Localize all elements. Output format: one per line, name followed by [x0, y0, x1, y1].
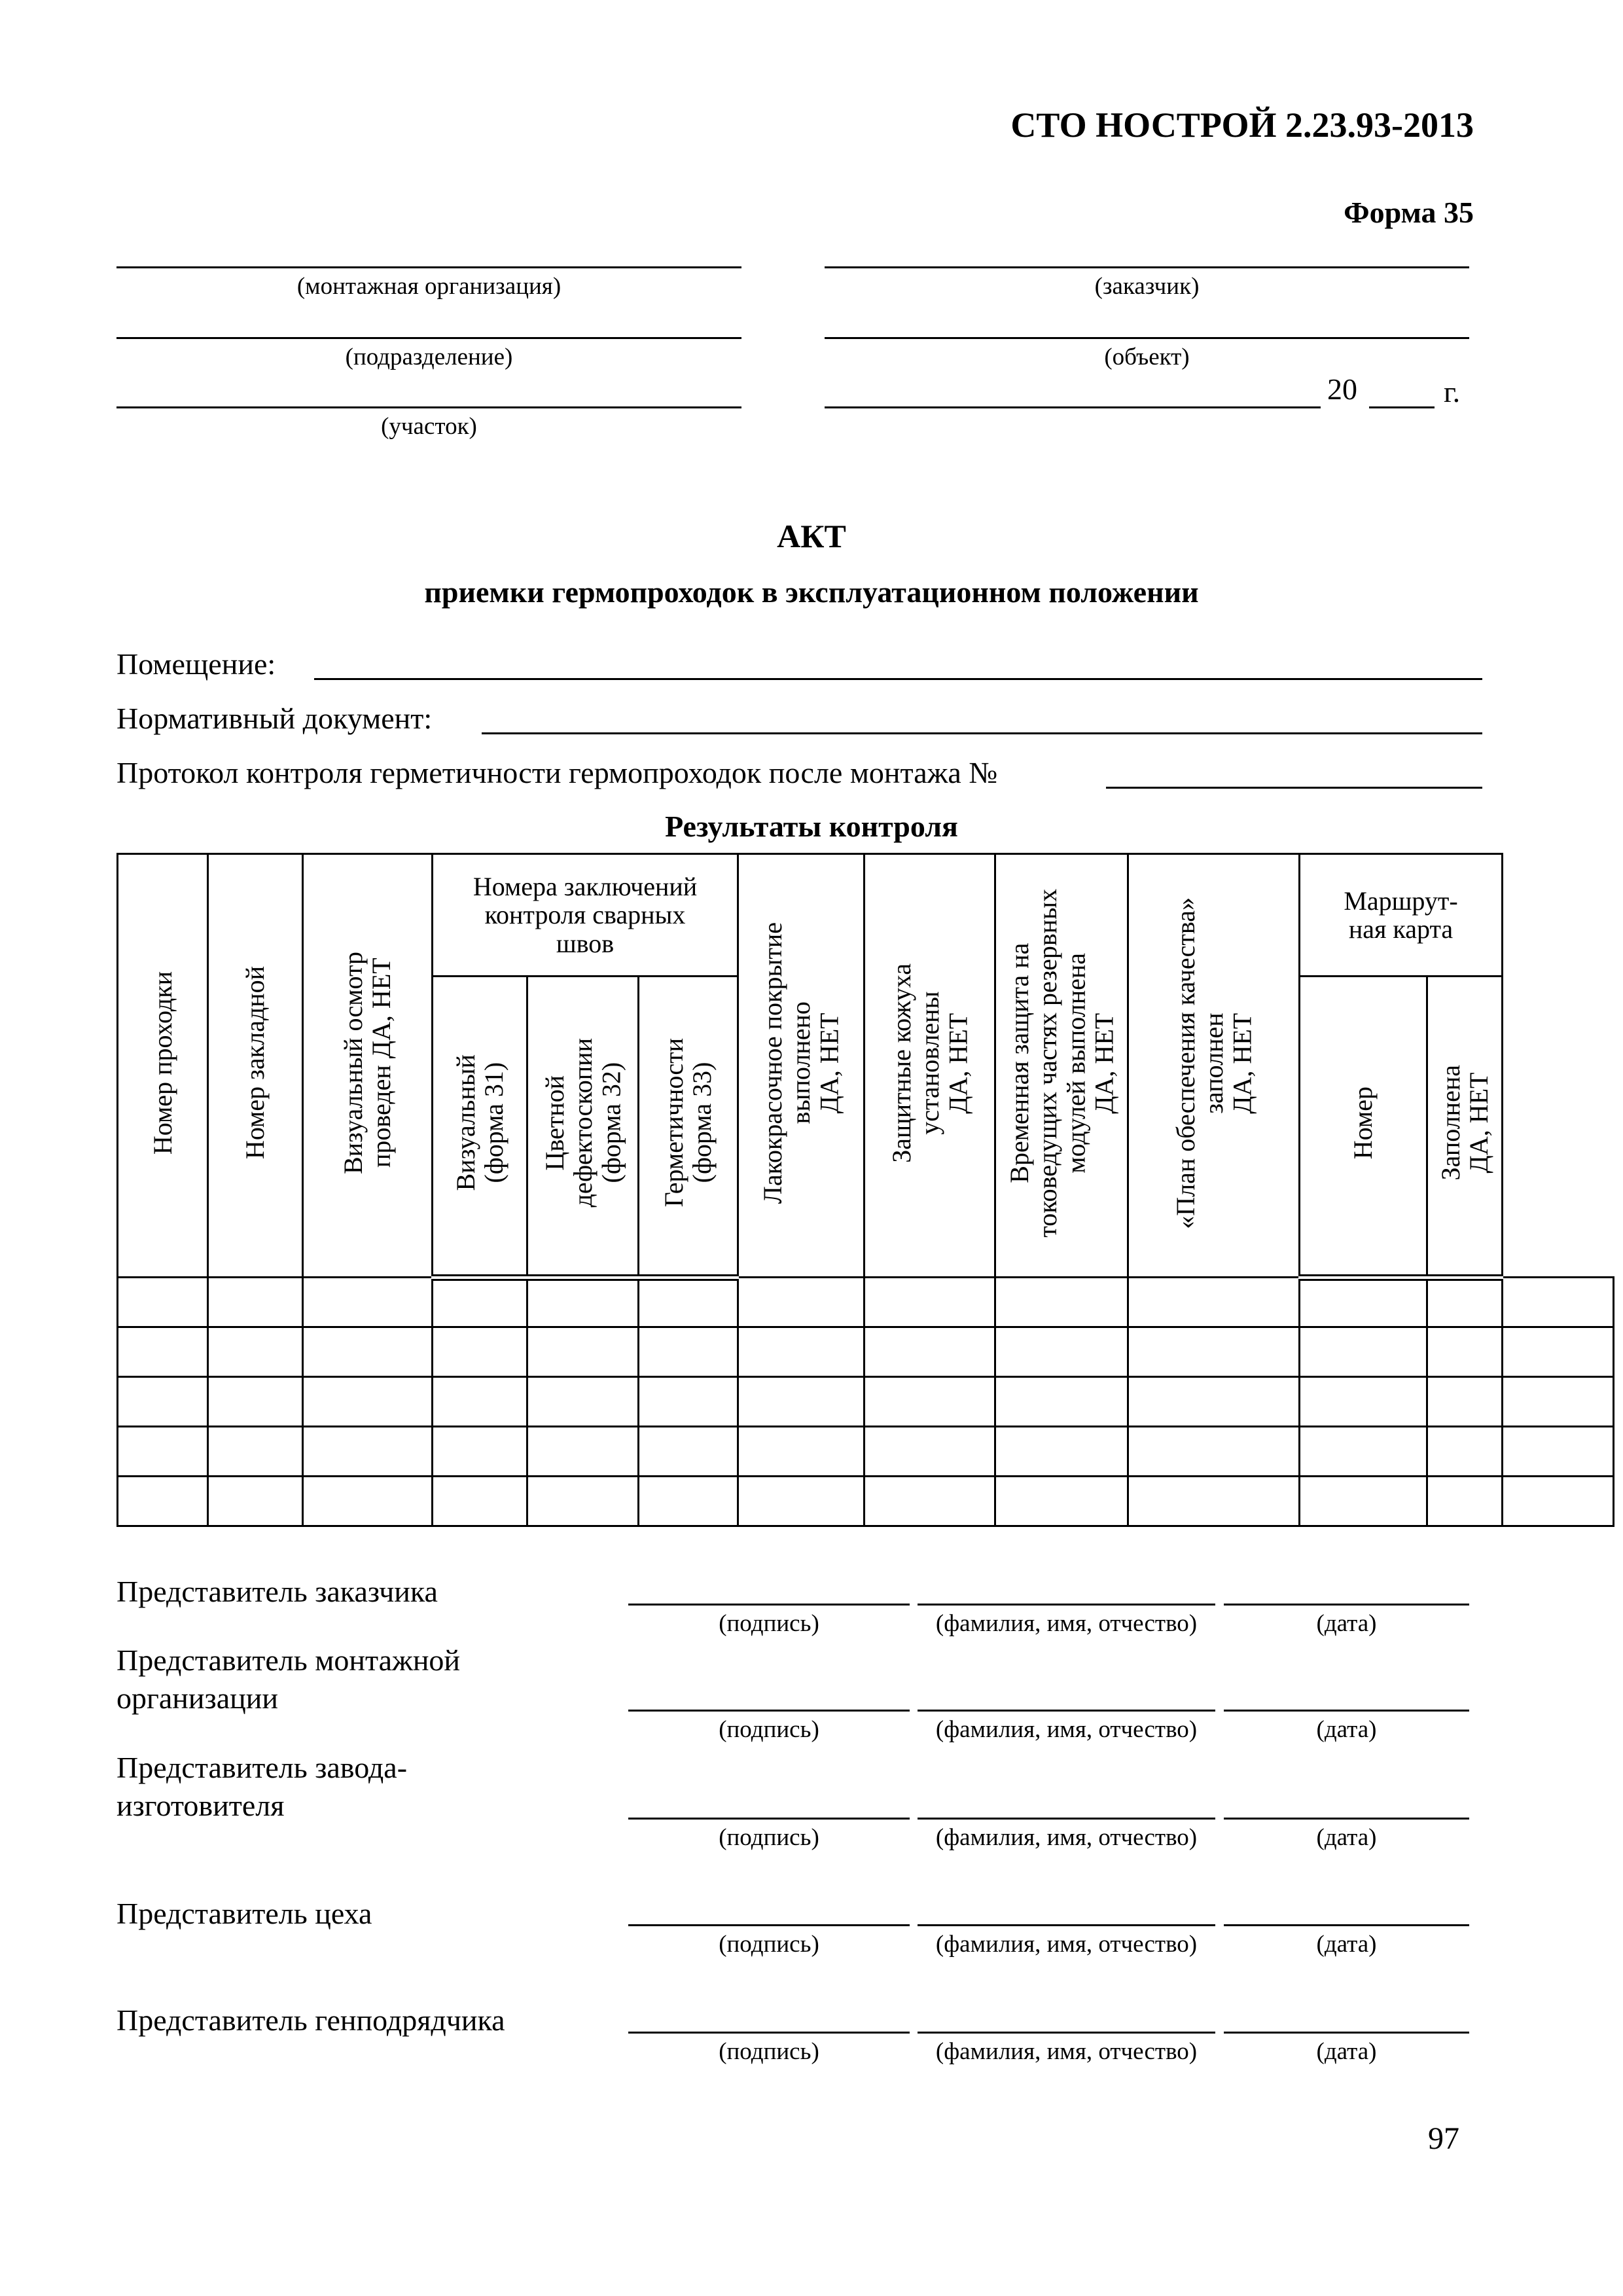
table-cell[interactable]	[995, 1327, 1128, 1377]
table-cell[interactable]	[527, 1477, 639, 1526]
table-cell[interactable]	[1427, 1327, 1503, 1377]
table-cell[interactable]	[527, 1377, 639, 1427]
col-temporary-protection: Временная защита на токоведущих частях резервных модулей выполнена ДА, НЕТ	[995, 854, 1128, 1278]
table-cell[interactable]	[738, 1427, 865, 1477]
table-cell[interactable]	[738, 1327, 865, 1377]
table-cell[interactable]	[1128, 1427, 1300, 1477]
signature-caption: (подпись)	[719, 1716, 819, 1743]
table-cell[interactable]	[1300, 1427, 1427, 1477]
room-line[interactable]	[314, 678, 1482, 680]
table-cell[interactable]	[865, 1278, 995, 1327]
full-name-caption: (фамилия, имя, отчество)	[935, 1716, 1198, 1743]
protocol-label: Протокол контроля герметичности гермопроходок после монтажа №	[116, 756, 998, 789]
results-table	[116, 853, 1614, 1527]
date-century: 20	[1327, 372, 1357, 406]
full-name-line[interactable]	[918, 1924, 1215, 1926]
col-route-filled: Заполнена ДА, НЕТ	[1427, 977, 1503, 1278]
results-title: Результаты контроля	[665, 810, 958, 843]
table-row	[118, 1278, 1614, 1327]
signature-line[interactable]	[628, 1710, 910, 1712]
table-cell[interactable]	[433, 1377, 527, 1427]
table-cell[interactable]	[118, 1477, 208, 1526]
installation-org-line[interactable]	[116, 266, 741, 268]
protocol-number-line[interactable]	[1106, 787, 1482, 789]
table-cell[interactable]	[1300, 1278, 1427, 1327]
normative-document-label: Нормативный документ:	[116, 702, 433, 735]
table-cell[interactable]	[527, 1427, 639, 1477]
table-cell[interactable]	[1128, 1327, 1300, 1377]
form-number: Форма 35	[1344, 196, 1474, 229]
table-cell[interactable]	[118, 1278, 208, 1327]
table-cell[interactable]	[303, 1327, 433, 1377]
section-line[interactable]	[116, 406, 741, 408]
col-route-card: Маршрут- ная карта	[1300, 854, 1503, 977]
col-weld-tightness: Герметичности (форма 33)	[639, 977, 738, 1278]
table-cell[interactable]	[1503, 1327, 1614, 1377]
full-name-line[interactable]	[918, 1818, 1215, 1820]
col-passage-number: Номер проходки	[118, 854, 208, 1278]
table-cell[interactable]	[1300, 1477, 1427, 1526]
table-row	[118, 1427, 1614, 1477]
full-name-line[interactable]	[918, 2032, 1215, 2034]
signature-caption: (подпись)	[719, 2038, 819, 2065]
table-cell[interactable]	[865, 1477, 995, 1526]
col-protective-casings: Защитные кожуха установлены ДА, НЕТ	[865, 854, 995, 1278]
table-cell[interactable]	[1128, 1278, 1300, 1327]
object-caption: (объект)	[1104, 344, 1190, 370]
table-cell[interactable]	[527, 1327, 639, 1377]
table-cell[interactable]	[1503, 1278, 1614, 1327]
table-cell[interactable]	[995, 1427, 1128, 1477]
signature-caption: (подпись)	[719, 1610, 819, 1637]
table-cell[interactable]	[433, 1278, 527, 1327]
col-visual-inspection: Визуальный осмотр проведен ДА, НЕТ	[303, 854, 433, 1278]
table-cell[interactable]	[527, 1278, 639, 1327]
table-cell[interactable]	[1300, 1327, 1427, 1377]
table-cell[interactable]	[639, 1477, 738, 1526]
table-cell[interactable]	[865, 1377, 995, 1427]
col-quality-plan: «План обеспечения качества» заполнен ДА, НЕТ	[1128, 854, 1300, 1278]
full-name-caption: (фамилия, имя, отчество)	[935, 1610, 1198, 1637]
date-line[interactable]	[1224, 1924, 1469, 1926]
col-embed-number: Номер закладной	[208, 854, 303, 1278]
date-line[interactable]	[1224, 1818, 1469, 1820]
table-cell[interactable]	[639, 1278, 738, 1327]
date-line[interactable]	[1224, 1604, 1469, 1605]
table-row	[118, 1477, 1614, 1526]
representative-label: Представитель цеха	[116, 1897, 372, 1930]
date-line[interactable]	[1224, 2032, 1469, 2034]
date-caption: (дата)	[1316, 1610, 1377, 1637]
table-cell[interactable]	[208, 1477, 303, 1526]
table-cell[interactable]	[433, 1427, 527, 1477]
table-row	[118, 1377, 1614, 1427]
full-name-caption: (фамилия, имя, отчество)	[935, 2038, 1198, 2065]
normative-document-line[interactable]	[482, 732, 1482, 734]
full-name-caption: (фамилия, имя, отчество)	[935, 1824, 1198, 1851]
page-number: 97	[1428, 2121, 1459, 2156]
date-caption: (дата)	[1316, 1931, 1377, 1958]
document-code: СТО НОСТРОЙ 2.23.93-2013	[1010, 105, 1474, 145]
signature-caption: (подпись)	[719, 1824, 819, 1851]
signature-line[interactable]	[628, 2032, 910, 2034]
table-cell[interactable]	[995, 1477, 1128, 1526]
col-weld-visual: Визуальный (форма 31)	[433, 977, 527, 1278]
room-label: Помещение:	[116, 647, 276, 681]
table-cell[interactable]	[1427, 1427, 1503, 1477]
table-cell[interactable]	[118, 1427, 208, 1477]
subdivision-caption: (подразделение)	[345, 344, 513, 370]
table-cell[interactable]	[995, 1377, 1128, 1427]
act-title: АКТ	[777, 518, 846, 554]
table-cell[interactable]	[1503, 1377, 1614, 1427]
signature-caption: (подпись)	[719, 1931, 819, 1958]
date-year-suffix: г.	[1444, 375, 1461, 408]
signature-line[interactable]	[628, 1604, 910, 1605]
representative-label: Представитель завода- изготовителя	[116, 1751, 408, 1822]
representative-label: Представитель заказчика	[116, 1575, 438, 1608]
table-cell[interactable]	[1427, 1477, 1503, 1526]
date-caption: (дата)	[1316, 2038, 1377, 2065]
table-cell[interactable]	[738, 1377, 865, 1427]
col-route-number: Номер	[1300, 977, 1427, 1278]
table-cell[interactable]	[118, 1327, 208, 1377]
table-cell[interactable]	[1427, 1377, 1503, 1427]
full-name-caption: (фамилия, имя, отчество)	[935, 1931, 1198, 1958]
section-caption: (участок)	[381, 413, 477, 440]
table-cell[interactable]	[1427, 1278, 1503, 1327]
table-row	[118, 1327, 1614, 1377]
table-cell[interactable]	[208, 1278, 303, 1327]
table-cell[interactable]	[1300, 1377, 1427, 1427]
table-cell[interactable]	[433, 1477, 527, 1526]
date-caption: (дата)	[1316, 1716, 1377, 1743]
table-cell[interactable]	[303, 1427, 433, 1477]
col-paint-coating: Лакокрасочное покрытие выполнено ДА, НЕТ	[738, 854, 865, 1278]
table-cell[interactable]	[433, 1327, 527, 1377]
col-weld-dye-penetrant: Цветной дефектоскопии (форма 32)	[527, 977, 639, 1278]
customer-caption: (заказчик)	[1094, 273, 1200, 300]
col-weld-conclusions: Номера заключений контроля сварных швов	[433, 854, 738, 977]
full-name-line[interactable]	[918, 1710, 1215, 1712]
table-cell[interactable]	[738, 1278, 865, 1327]
object-line[interactable]	[825, 337, 1469, 339]
signature-line[interactable]	[628, 1818, 910, 1820]
act-subtitle: приемки гермопроходок в эксплуатационном положении	[424, 575, 1199, 609]
table-cell[interactable]	[208, 1427, 303, 1477]
table-cell[interactable]	[1128, 1377, 1300, 1427]
table-cell[interactable]	[303, 1477, 433, 1526]
table-cell[interactable]	[1503, 1427, 1614, 1477]
table-cell[interactable]	[738, 1477, 865, 1526]
table-cell[interactable]	[639, 1427, 738, 1477]
date-line[interactable]	[1224, 1710, 1469, 1712]
table-cell[interactable]	[995, 1278, 1128, 1327]
date-year-line[interactable]	[1369, 406, 1435, 408]
table-cell[interactable]	[639, 1327, 738, 1377]
table-cell[interactable]	[1503, 1477, 1614, 1526]
representative-label: Представитель генподрядчика	[116, 2003, 505, 2037]
date-caption: (дата)	[1316, 1824, 1377, 1851]
signature-line[interactable]	[628, 1924, 910, 1926]
table-cell[interactable]	[1128, 1477, 1300, 1526]
table-cell[interactable]	[118, 1377, 208, 1427]
table-cell[interactable]	[208, 1377, 303, 1427]
date-day-month-line[interactable]	[825, 406, 1321, 408]
customer-line[interactable]	[825, 266, 1469, 268]
table-cell[interactable]	[303, 1377, 433, 1427]
representative-label: Представитель монтажной организации	[116, 1643, 461, 1715]
table-cell[interactable]	[639, 1377, 738, 1427]
subdivision-line[interactable]	[116, 337, 741, 339]
installation-org-caption: (монтажная организация)	[296, 273, 562, 300]
full-name-line[interactable]	[918, 1604, 1215, 1605]
table-cell[interactable]	[865, 1327, 995, 1377]
table-cell[interactable]	[208, 1327, 303, 1377]
table-cell[interactable]	[303, 1278, 433, 1327]
table-cell[interactable]	[865, 1427, 995, 1477]
